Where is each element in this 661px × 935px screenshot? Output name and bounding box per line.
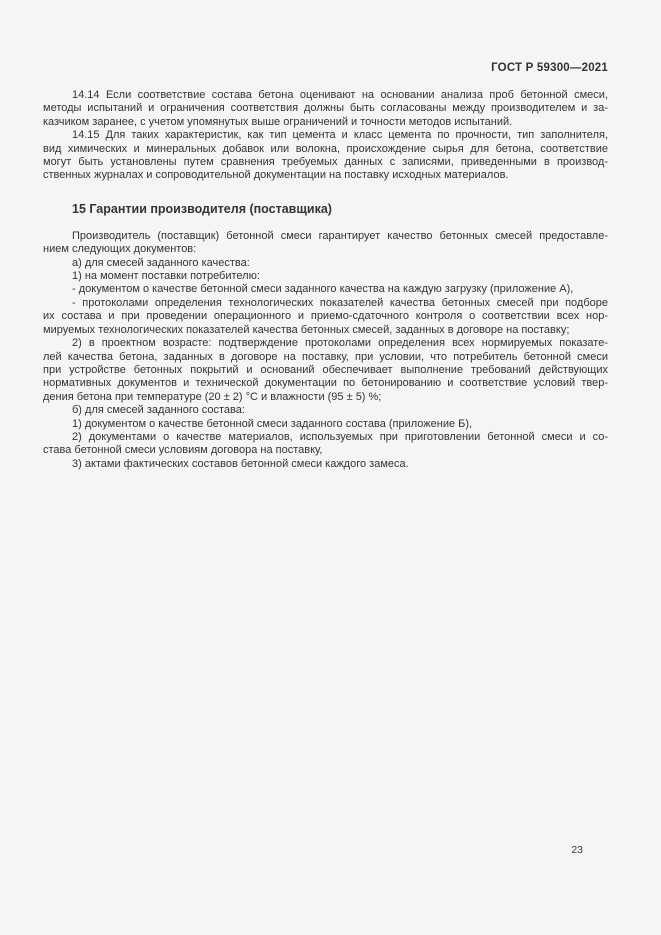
paragraph bbox=[43, 297, 608, 337]
text-line: дения бетона при температуре (20 ± 2) °С и влажности (95 ± 5) %; bbox=[43, 390, 382, 403]
paragraph bbox=[43, 129, 608, 183]
text-line: мируемых технологических показателей качества бетонных смесей, заданных в договоре на поставку; bbox=[43, 323, 570, 336]
text-line: 14.15 Для таких характеристик, как тип цемента и класс цемента по прочности, тип заполнителя, bbox=[72, 129, 608, 142]
paragraph bbox=[43, 283, 608, 296]
document-header: ГОСТ Р 59300—2021 bbox=[491, 62, 608, 74]
paragraph bbox=[43, 458, 608, 471]
text-line: 2) в проектном возрасте: подтверждение протоколами определения всех нормируемых показате- bbox=[72, 337, 608, 350]
text-line: ственных журналах и сопроводительной документации на поставку исходных материалов. bbox=[43, 169, 509, 182]
text-line: Производитель (поставщик) бетонной смеси гарантирует качество бетонных смесей предоставле- bbox=[72, 229, 608, 242]
text-line: нием следующих документов: bbox=[43, 243, 197, 256]
text-line: их состава и при проведении операционного и приемо-сдаточного контроля о соответствии всех нор- bbox=[43, 310, 608, 323]
page-number: 23 bbox=[571, 844, 583, 856]
paragraph bbox=[43, 418, 608, 431]
text-line: - документом о качестве бетонной смеси заданного качества на каждую загрузку (приложение А), bbox=[72, 283, 574, 296]
document-body bbox=[43, 89, 608, 471]
paragraph bbox=[43, 89, 608, 129]
page-content bbox=[43, 0, 608, 471]
text-line: 1) на момент поставки потребителю: bbox=[72, 270, 260, 283]
text-line: нормативных документов и технической документации по бетонированию и соответствие условий твер- bbox=[43, 377, 608, 390]
text-line: казчиком заранее, с учетом упомянутых выше ограничений и точности методов испытаний. bbox=[43, 115, 513, 128]
section-heading: 15 Гарантии производителя (поставщика) bbox=[72, 201, 332, 216]
text-line: при устройстве бетонных покрытий и оснований обеспечивает выполнение требований действующих bbox=[43, 363, 608, 376]
paragraph bbox=[43, 270, 608, 283]
text-line: лей качества бетона, заданных в договоре на поставку, при условии, что потребитель бетонной смеси bbox=[43, 350, 608, 363]
text-line: 14.14 Если соответствие состава бетона оценивают на основании анализа проб бетонной смеси, bbox=[72, 89, 608, 101]
paragraph bbox=[43, 337, 608, 404]
text-line: 1) документом о качестве бетонной смеси заданного состава (приложение Б), bbox=[72, 417, 473, 430]
text-line: 2) документами о качестве материалов, используемых при приготовлении бетонной смеси и со- bbox=[72, 430, 608, 443]
text-line: могут быть установлены путем сравнения требуемых данных с записями, приведенными в производ- bbox=[43, 156, 608, 169]
paragraph bbox=[43, 230, 608, 257]
text-line: методы испытаний и ограничения соответствия должны быть согласованы между производителем и за- bbox=[43, 102, 608, 115]
paragraph bbox=[43, 431, 608, 458]
text-line: б) для смесей заданного состава: bbox=[72, 404, 245, 417]
text-line: вид химических и минеральных добавок или волокна, происхождение сырья для бетона, соответствие bbox=[43, 142, 608, 155]
paragraph bbox=[43, 257, 608, 270]
text-line: 3) актами фактических составов бетонной смеси каждого замеса. bbox=[72, 457, 409, 470]
text-line: става бетонной смеси условиям договора на поставку, bbox=[43, 444, 323, 457]
text-line: - протоколами определения технологических показателей качества бетонных смесей при подборе bbox=[72, 296, 608, 309]
text-line: а) для смесей заданного качества: bbox=[72, 256, 250, 269]
paragraph bbox=[43, 404, 608, 417]
